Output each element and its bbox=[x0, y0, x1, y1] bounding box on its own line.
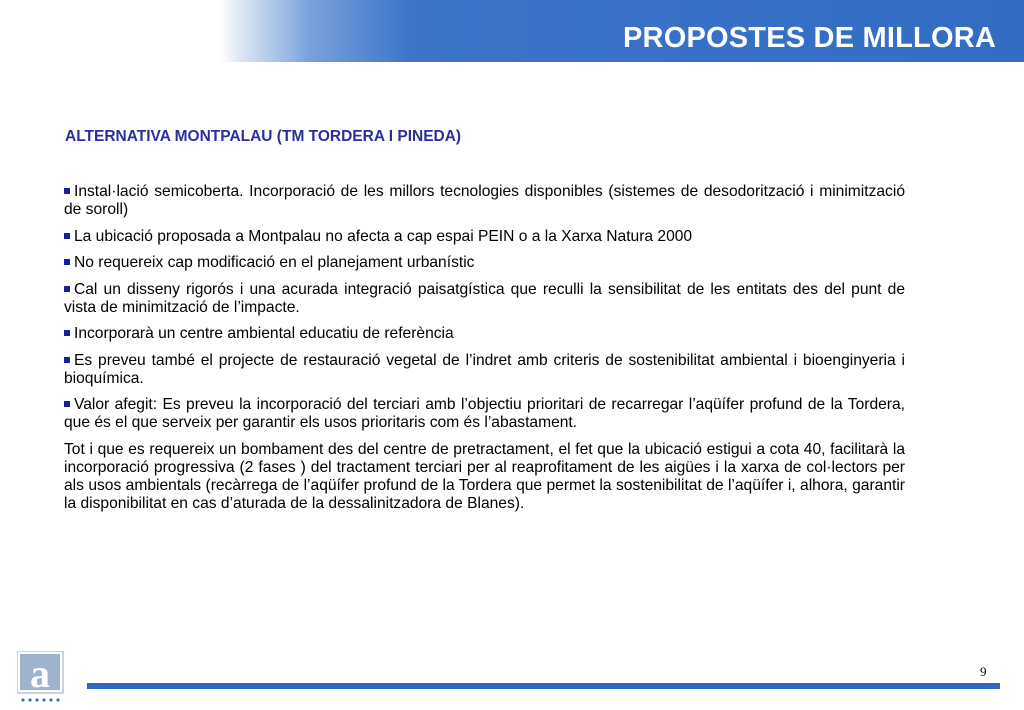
svg-text:a: a bbox=[30, 651, 50, 696]
bullet-item bbox=[64, 183, 905, 219]
bullet-text: Es preveu també el projecte de restauració vegetal de l’indret amb criteris de sostenibilitat ambiental i bioenginyeria i bioquímica. bbox=[64, 351, 905, 387]
bullet-item bbox=[64, 396, 905, 432]
square-bullet-icon bbox=[64, 233, 70, 239]
bullet-text: No requereix cap modificació en el planejament urbanístic bbox=[74, 254, 475, 271]
square-bullet-icon bbox=[64, 357, 70, 363]
bullet-text: Valor afegit: Es preveu la incorporació del terciari amb l’objectiu prioritari de recarregar l’aqüífer profund de la Tordera, que és el que serveix per garantir els usos prioritaris com és l’abastament. bbox=[64, 396, 905, 431]
bullet-text: Cal un disseny rigorós i una acurada integració paisatgística que reculli la sensibilitat de les entitats des del punt de vista de minimització de l’impacte. bbox=[64, 280, 905, 316]
bullet-item bbox=[64, 281, 905, 317]
square-bullet-icon bbox=[64, 286, 70, 292]
square-bullet-icon bbox=[64, 259, 70, 265]
content-body bbox=[64, 183, 905, 513]
square-bullet-icon bbox=[64, 401, 70, 407]
bullet-item bbox=[64, 254, 905, 272]
bullet-item bbox=[64, 325, 905, 343]
header-bar bbox=[220, 0, 1024, 62]
page-title: PROPOSTES DE MILLORA bbox=[623, 22, 996, 54]
bullet-item bbox=[64, 352, 905, 388]
page-number: 9 bbox=[980, 664, 987, 679]
square-bullet-icon bbox=[64, 330, 70, 336]
bullet-text: Incorporarà un centre ambiental educatiu de referència bbox=[74, 325, 454, 342]
letter-a-logo-icon bbox=[17, 651, 65, 705]
bullet-item bbox=[64, 228, 905, 246]
footer-divider bbox=[87, 683, 1000, 689]
square-bullet-icon bbox=[64, 188, 70, 194]
section-subtitle: ALTERNATIVA MONTPALAU (TM TORDERA I PINEDA) bbox=[65, 128, 462, 145]
bullet-text: La ubicació proposada a Montpalau no afecta a cap espai PEIN o a la Xarxa Natura 2000 bbox=[74, 227, 693, 245]
summary-paragraph: Tot i que es requereix un bombament des del centre de pretractament, el fet que la ubicació estigui a cota 40, facilitarà la incorporació progressiva (2 fases ) del tractament terciari per al reaprofitament de les aigües i la xarxa de col·lectors per als usos ambientals (recàrrega de l’aqüífer profund de la Tordera que permet la sostenibilitat de l’aqüífer i, alhora, garantir la disponibilitat en cas d’aturada de la dessalinitzadora de Blanes). bbox=[64, 440, 905, 512]
bullet-text: Instal·lació semicoberta. Incorporació de les millors tecnologies disponibles (sistemes de desodorització i minimització de soroll) bbox=[64, 183, 905, 218]
